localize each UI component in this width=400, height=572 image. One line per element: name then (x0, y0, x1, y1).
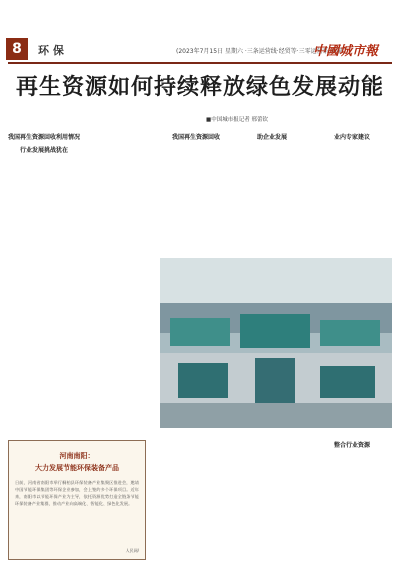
header-rule (8, 62, 392, 64)
article-column-4 (236, 128, 308, 256)
subheading-4: 助企业发展 (256, 134, 287, 141)
subheading-3: 我国再生资源回收 (171, 134, 220, 141)
article-column-5b (312, 436, 392, 561)
dateline: (2023年7月15日 星期六 ·三条运营线·经贸等·三零运营系·影响力 (176, 48, 349, 55)
page-number: 8 (6, 38, 28, 60)
subheading-2: 行业发展挑战犹在 (19, 147, 68, 154)
sidebar-title: 河南南阳： (59, 452, 95, 460)
sidebar-subtitle: 大力发展节能环保装备产品 (35, 464, 119, 472)
article-byline: ■中国城市报记者 邢蕾钦 (206, 117, 268, 123)
page-header (0, 0, 400, 60)
section-title: 环 保 (38, 44, 64, 57)
news-sidebar (8, 440, 146, 560)
article-column-1 (8, 128, 80, 433)
sidebar-source: 人民网/ (125, 548, 139, 553)
article-column-2 (84, 128, 156, 433)
article-column-3 (160, 128, 232, 256)
subheading-1: 我国再生资源回收利用情况 (8, 134, 80, 141)
article-headline: 再生资源如何持续释放绿色发展动能 (15, 75, 384, 100)
subheading-6: 整合行业资源 (333, 442, 370, 449)
subheading-5: 业内专家建议 (333, 134, 370, 141)
masthead-logo: 中國城市報 (312, 44, 378, 59)
factory-photo (160, 258, 392, 428)
article-column-5 (312, 128, 392, 256)
sidebar-body: 日前，河南省南阳市举行桐柏县环保装备产业集聚区推进会，邀请中国节能环保集团等环保企业参加，会上签约多个环保项目。近年来，南阳市以节能环保产业为主导，依托资源优势打造全链条节能环保装备产业集群，推动产业向高端化、智能化、绿色化发展。 (15, 480, 139, 506)
